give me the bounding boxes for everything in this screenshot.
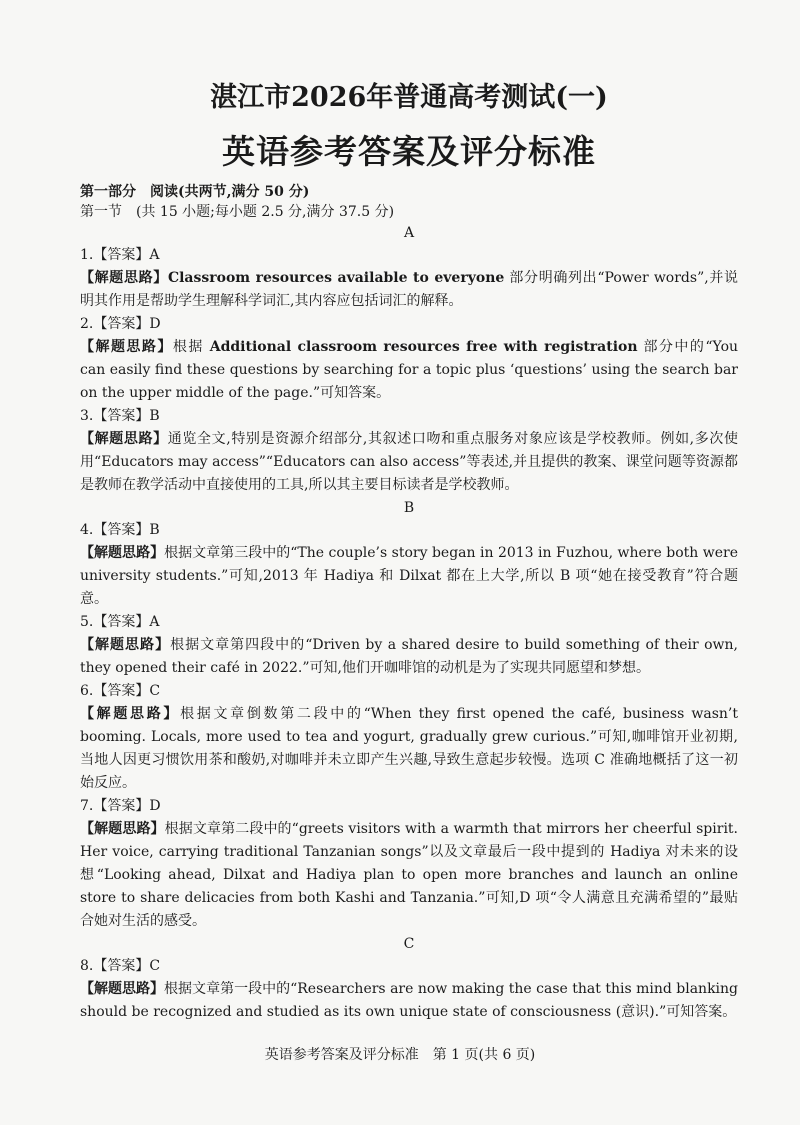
answer-5: 5.【答案】A xyxy=(80,614,160,630)
explanation-label: 【解题思路】 xyxy=(80,339,173,355)
passage-label-a: A xyxy=(403,225,415,241)
doc-subtitle: 英语参考答案及评分标准 xyxy=(222,132,596,171)
explanation-2 xyxy=(80,336,738,405)
explanation-pre: 根据 xyxy=(172,339,210,355)
explanation-1 xyxy=(80,267,738,313)
explanation-7 xyxy=(80,818,738,933)
answer-8: 8.【答案】C xyxy=(80,958,161,974)
explanation-5 xyxy=(80,634,738,680)
explanation-3 xyxy=(80,428,738,497)
page-footer: 英语参考答案及评分标准 第 1 页(共 6 页) xyxy=(264,1047,536,1063)
answer-3: 3.【答案】B xyxy=(80,408,160,424)
explanation-text: 根据文章第二段中的“greets visitors with a warmth that mirrors her cheerful spirit. Her voice, carrying traditional Tanzanian songs”以及文章最后一段中提到的 Hadiya 对未来的设想“Looking ahead, Dilxat and Hadiya plan to open more branches and launch an online store to share delicacies from both Kashi and Tanzania.”可知,D 项“令人满意且充满希望的”最贴合她对生活的感受。 xyxy=(80,821,738,929)
bold-phrase: Additional classroom resources free with registration xyxy=(209,339,638,355)
explanation-label: 【解题思路】 xyxy=(80,706,181,722)
explanation-6 xyxy=(80,703,738,795)
explanation-text: 部分中的“You can easily find these questions by searching for a topic plus ‘questions’ using the search bar on the upper middle of the page.”可知答案。 xyxy=(80,339,739,401)
explanation-text: 通览全文,特别是资源介绍部分,其叙述口吻和重点服务对象应该是学校教师。例如,多次使用“Educators may access”“Educators can also access”等表述,并且提供的教案、课堂问题等资源都是教师在教学活动中直接使用的工具,所以其主要目标读者是学校教师。 xyxy=(80,431,739,493)
bold-phrase: Classroom resources available to everyone xyxy=(167,270,505,286)
answer-1: 1.【答案】A xyxy=(80,247,160,263)
explanation-8 xyxy=(80,978,738,1024)
passage-label-b: B xyxy=(403,500,415,516)
explanation-text: 根据文章第一段中的“Researchers are now making the case that this mind blanking should be recognized and studied as its own unique state of consciousness (意识).”可知答案。 xyxy=(80,981,739,1020)
explanation-label: 【解题思路】 xyxy=(80,637,171,653)
explanation-label: 【解题思路】 xyxy=(80,545,165,561)
part1-heading: 第一部分 阅读(共两节,满分 50 分) xyxy=(80,184,310,200)
explanation-label: 【解题思路】 xyxy=(80,270,168,286)
explanation-text: 部分明确列出“Power words”,并说明其作用是帮助学生理解科学词汇,其内容应包括词汇的解释。 xyxy=(80,270,738,309)
answer-4: 4.【答案】B xyxy=(80,522,160,538)
passage-label-c: C xyxy=(403,936,415,952)
answer-7: 7.【答案】D xyxy=(80,798,161,814)
answer-2: 2.【答案】D xyxy=(80,316,161,332)
explanation-4 xyxy=(80,542,738,611)
exam-title: 湛江市2026年普通高考测试(一) xyxy=(210,82,608,113)
explanation-text: 根据文章第四段中的“Driven by a shared desire to build something of their own, they opened their café in 2022.”可知,他们开咖啡馆的动机是为了实现共同愿望和梦想。 xyxy=(80,637,739,676)
section1-heading: 第一节 (共 15 小题;每小题 2.5 分,满分 37.5 分) xyxy=(80,204,395,220)
explanation-label: 【解题思路】 xyxy=(80,431,168,447)
explanation-label: 【解题思路】 xyxy=(80,821,165,837)
explanation-label: 【解题思路】 xyxy=(80,981,165,997)
explanation-text: 根据文章第三段中的“The couple’s story began in 2013 in Fuzhou, where both were university students.”可知,2013 年 Hadiya 和 Dilxat 都在上大学,所以 B 项“她在接受教育”符合题意。 xyxy=(80,545,738,607)
answer-6: 6.【答案】C xyxy=(80,683,161,699)
explanation-text: 根据文章倒数第二段中的“When they first opened the café, business wasn’t booming. Locals, more used to tea and yogurt, gradually grew curious.”可知,咖啡馆开业初期,当地人因更习惯饮用茶和酸奶,对咖啡并未立即产生兴趣,导致生意起步较慢。选项 C 准确地概括了这一初始反应。 xyxy=(80,706,738,791)
